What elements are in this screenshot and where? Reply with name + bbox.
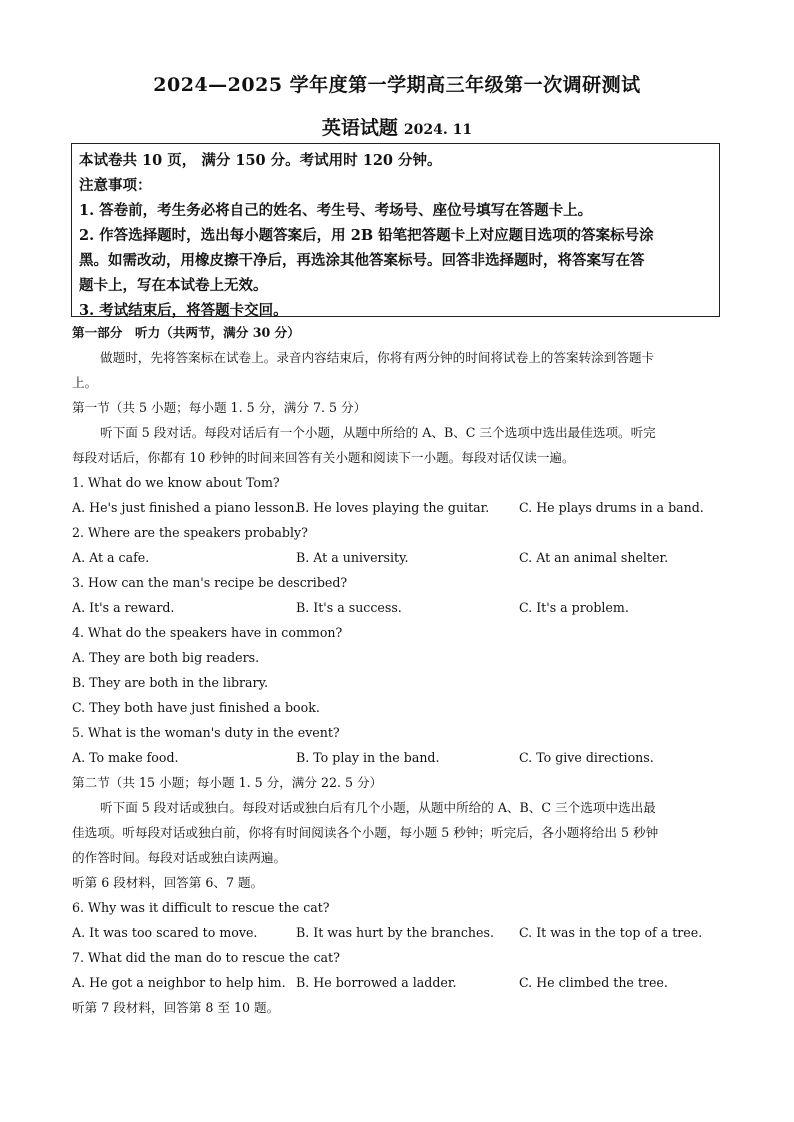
question-stem: 1. What do we know about Tom? xyxy=(72,475,280,490)
material-instruction: 听第 6 段材料，回答第 6、7 题。 xyxy=(72,875,264,890)
part1-heading: 第一部分 听力（共两节，满分 30 分） xyxy=(72,325,300,340)
section1-intro: 每段对话后，你都有 10 秒钟的时间来回答有关小题和阅读下一小题。每段对话仅读一遍。 xyxy=(72,450,575,465)
notice-line: 题卡上，写在本试卷上无效。 xyxy=(79,277,268,294)
option-a: A. At a cafe. xyxy=(72,550,150,565)
section2-intro: 佳选项。听每段对话或独白前，你将有时间阅读各个小题，每小题 5 秒钟；听完后，各小题将给出 5 秒钟 xyxy=(72,825,659,840)
option-c: C. It's a problem. xyxy=(519,600,629,615)
option-b: B. They are both in the library. xyxy=(72,675,269,690)
notice-box xyxy=(71,143,720,317)
question-stem: 2. Where are the speakers probably? xyxy=(72,525,308,540)
option-c: C. It was in the top of a tree. xyxy=(519,925,703,940)
option-c: C. He climbed the tree. xyxy=(519,975,668,990)
option-c: C. At an animal shelter. xyxy=(519,550,669,565)
notice-line: 3. 考试结束后，将答题卡交回。 xyxy=(79,302,288,319)
option-a: A. It's a reward. xyxy=(72,600,175,615)
option-a: A. He's just finished a piano lesson. xyxy=(72,500,299,515)
exam-body xyxy=(72,320,722,1020)
question-options xyxy=(72,970,722,995)
option-a: A. He got a neighbor to help him. xyxy=(72,975,286,990)
subject-title: 英语试题 xyxy=(321,117,398,139)
section1-heading: 第一节（共 5 小题；每小题 1. 5 分，满分 7. 5 分） xyxy=(72,400,367,415)
option-c: C. To give directions. xyxy=(519,750,654,765)
notice-line: 注意事项： xyxy=(79,177,152,194)
notice-line: 2. 作答选择题时，选出每小题答案后，用 2B 铅笔把答题卡上对应题目选项的答案标号涂 xyxy=(79,227,654,244)
exam-title: 2024—2025 学年度第一学期高三年级第一次调研测试 xyxy=(153,74,641,96)
question-stem: 5. What is the woman's duty in the event? xyxy=(72,725,340,740)
exam-subtitle xyxy=(0,113,794,140)
question-stem: 4. What do the speakers have in common? xyxy=(72,625,343,640)
question-stem: 6. Why was it difficult to rescue the cat? xyxy=(72,900,330,915)
option-b: B. It was hurt by the branches. xyxy=(296,925,494,940)
option-a: A. They are both big readers. xyxy=(72,650,260,665)
question-stem: 3. How can the man's recipe be described? xyxy=(72,575,348,590)
section2-heading: 第二节（共 15 小题；每小题 1. 5 分，满分 22. 5 分） xyxy=(72,775,383,790)
part1-intro: 做题时，先将答案标在试卷上。录音内容结束后，你将有两分钟的时间将试卷上的答案转涂到答题卡 xyxy=(100,350,655,365)
exam-date: 2024. 11 xyxy=(403,122,473,138)
question-options xyxy=(72,495,722,520)
material-instruction: 听第 7 段材料，回答第 8 至 10 题。 xyxy=(72,1000,280,1015)
option-a: A. It was too scared to move. xyxy=(72,925,258,940)
question-options xyxy=(72,595,722,620)
option-b: B. It's a success. xyxy=(296,600,402,615)
option-b: B. To play in the band. xyxy=(296,750,440,765)
option-c: C. They both have just finished a book. xyxy=(72,700,320,715)
section2-intro: 的作答时间。每段对话或独白读两遍。 xyxy=(72,850,287,865)
section1-intro: 听下面 5 段对话。每段对话后有一个小题，从题中所给的 A、B、C 三个选项中选出最佳选项。听完 xyxy=(100,425,656,440)
option-b: B. He borrowed a ladder. xyxy=(296,975,457,990)
option-b: B. He loves playing the guitar. xyxy=(296,500,490,515)
question-options xyxy=(72,745,722,770)
notice-line: 黑。如需改动，用橡皮擦干净后，再选涂其他答案标号。回答非选择题时，将答案写在答 xyxy=(79,252,645,269)
question-options xyxy=(72,545,722,570)
option-c: C. He plays drums in a band. xyxy=(519,500,704,515)
part1-intro: 上。 xyxy=(72,375,98,390)
question-options xyxy=(72,920,722,945)
option-a: A. To make food. xyxy=(72,750,179,765)
option-b: B. At a university. xyxy=(296,550,409,565)
question-stem: 7. What did the man do to rescue the cat? xyxy=(72,950,340,965)
section2-intro: 听下面 5 段对话或独白。每段对话或独白后有几个小题，从题中所给的 A、B、C 三个选项中选出最 xyxy=(100,800,656,815)
notice-line: 1. 答卷前，考生务必将自己的姓名、考生号、考场号、座位号填写在答题卡上。 xyxy=(79,202,593,219)
notice-line: 本试卷共 10 页， 满分 150 分。考试用时 120 分钟。 xyxy=(79,152,442,169)
